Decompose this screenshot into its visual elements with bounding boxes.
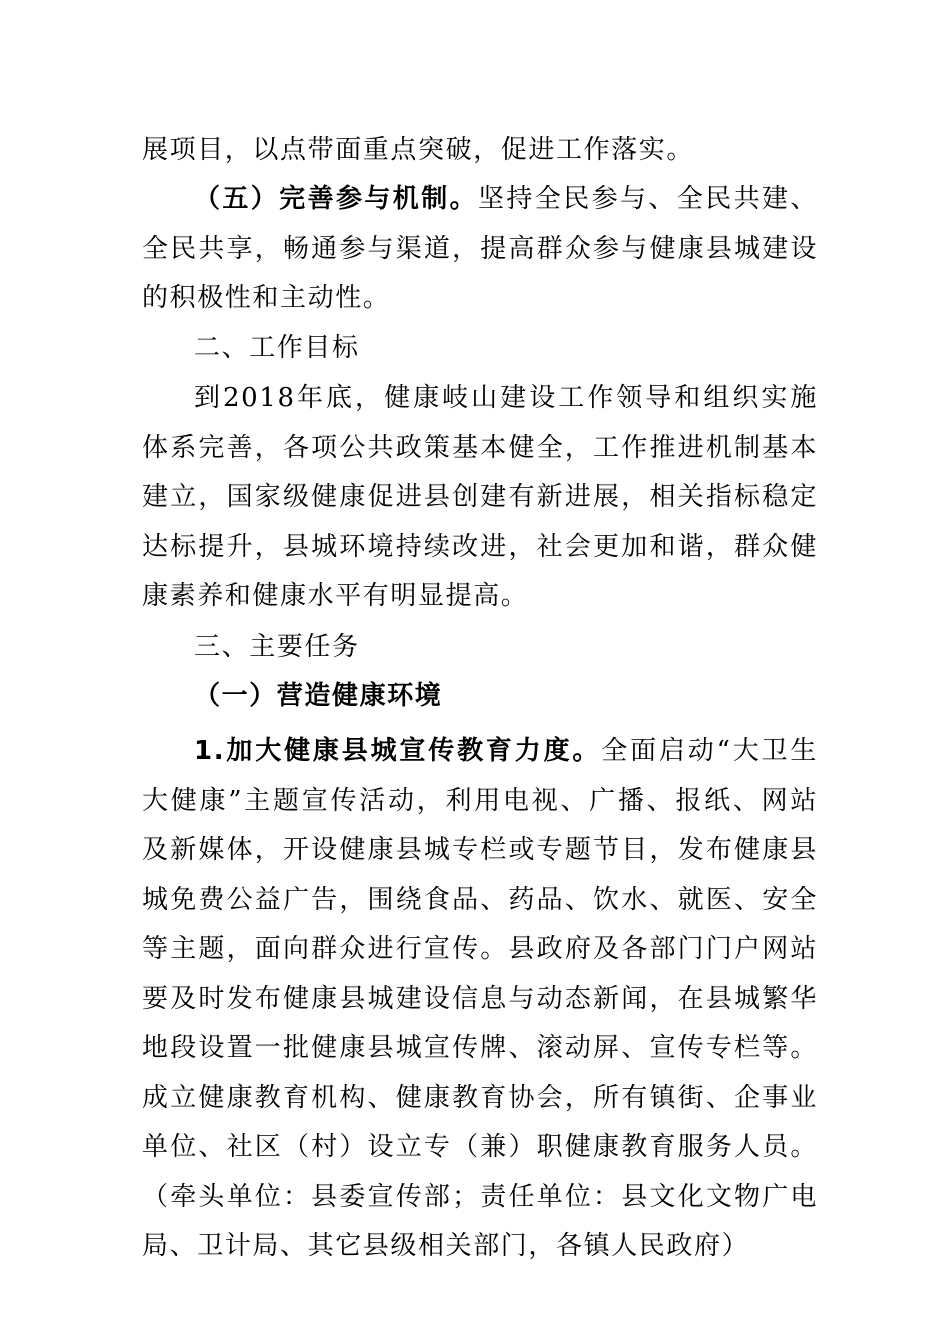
paragraph-work-goals (142, 374, 818, 622)
subsection-heading-healthy-environment: （一）营造健康环境 (194, 681, 443, 711)
paragraph-work-goals-text: 到2018年底，健康岐山建设工作领导和组织实施体系完善，各项公共政策基本健全，工作推进机制基本建立，国家级健康促进县创建有新进展，相关指标稳定达标提升，县城环境持续改进，社会更加和谐，群众健康素养和健康水平有明显提高。 (142, 383, 818, 611)
section-heading-main-tasks: 三、主要任务 (194, 632, 360, 662)
paragraph-participation-mechanism (142, 175, 818, 324)
paragraph-task-1 (142, 727, 818, 1272)
paragraph-body: 全面启动“大卫生大健康”主题宣传活动，利用电视、广播、报纸、网站及新媒体，开设健康县城专栏或专题节目，发布健康县城免费公益广告，围绕食品、药品、饮水、就医、安全等主题，面向群众进行宣传。县政府及各部门门户网站要及时发布健康县城建设信息与动态新闻，在县城繁华地段设置一批健康县城宣传牌、滚动屏、宣传专栏等。成立健康教育机构、健康教育协会，所有镇街、企事业单位、社区（村）设立专（兼）职健康教育服务人员。（牵头单位：县委宣传部；责任单位：县文化文物广电局、卫计局、其它县级相关部门，各镇人民政府） (142, 736, 819, 1261)
paragraph-lead-bold: （五）完善参与机制。 (194, 184, 478, 214)
paragraph-continuation-text: 展项目，以点带面重点突破，促进工作落实。 (142, 135, 695, 165)
paragraph-continuation (142, 126, 818, 176)
paragraph-body: 坚持全民参与、全民共建、全民共享，畅通参与渠道，提高群众参与健康县城建设的积极性和主动性。 (142, 184, 818, 313)
section-heading-work-goals: 二、工作目标 (194, 333, 360, 363)
paragraph-lead-bold: 1.加大健康县城宣传教育力度。 (194, 736, 602, 766)
